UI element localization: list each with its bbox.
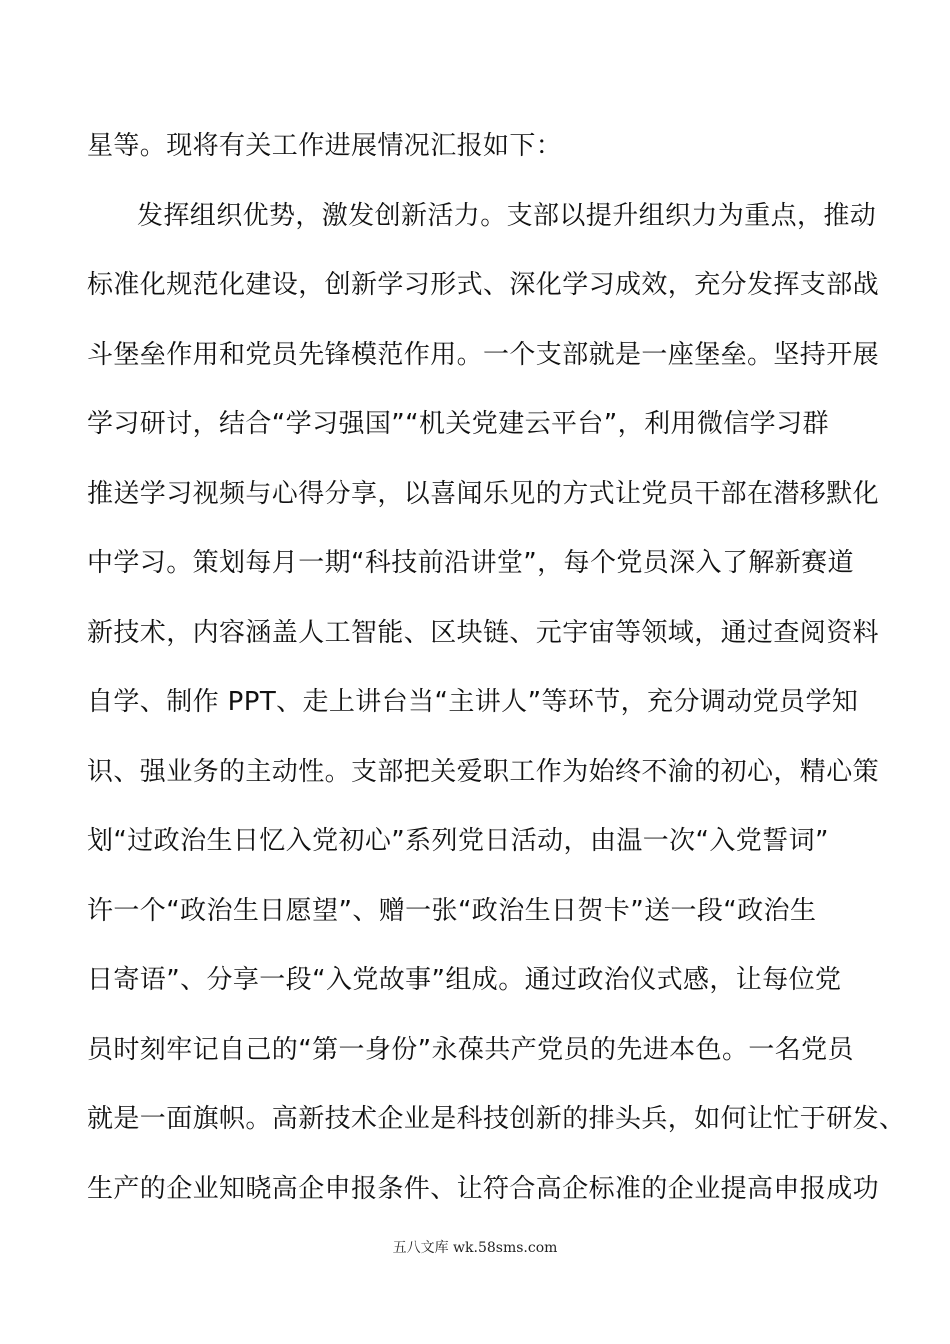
text-line: 中学习。策划每月一期“科技前沿讲堂”，每个党员深入了解新赛道	[87, 548, 854, 578]
text-line: 自学、制作 PPT、走上讲台当“主讲人”等环节，充分调动党员学知	[87, 687, 859, 717]
text-line: 星等。现将有关工作进展情况汇报如下：	[87, 131, 563, 161]
text-line: 许一个“政治生日愿望”、赠一张“政治生日贺卡”送一段“政治生	[87, 896, 817, 926]
text-line: 就是一面旗帜。高新技术企业是科技创新的排头兵，如何让忙于研发、	[87, 1104, 906, 1134]
page-footer-watermark: 五八文库 wk.58sms.com	[392, 1240, 558, 1256]
text-line: 识、强业务的主动性。支部把关爱职工作为始终不渝的初心，精心策	[87, 757, 880, 787]
text-line: 标准化规范化建设，创新学习形式、深化学习成效，充分发挥支部战	[87, 270, 880, 300]
paragraph-start-line: 发挥组织优势，激发创新活力。支部以提升组织力为重点，推动	[137, 201, 877, 231]
text-line: 斗堡垒作用和党员先锋模范作用。一个支部就是一座堡垒。坚持开展	[87, 340, 880, 370]
text-line: 新技术，内容涵盖人工智能、区块链、元宇宙等领域，通过查阅资料	[87, 618, 880, 648]
text-line: 推送学习视频与心得分享，以喜闻乐见的方式让党员干部在潜移默化	[87, 479, 880, 509]
text-line: 学习研讨，结合“学习强国”“机关党建云平台”，利用微信学习群	[87, 409, 829, 439]
text-line: 员时刻牢记自己的“第一身份”永葆共产党员的先进本色。一名党员	[87, 1035, 854, 1065]
text-line: 日寄语”、分享一段“入党故事”组成。通过政治仪式感，让每位党	[87, 965, 842, 995]
text-line: 划“过政治生日忆入党初心”系列党日活动，由温一次“入党誓词”	[87, 826, 829, 856]
text-line: 生产的企业知晓高企申报条件、让符合高企标准的企业提高申报成功	[87, 1174, 880, 1204]
